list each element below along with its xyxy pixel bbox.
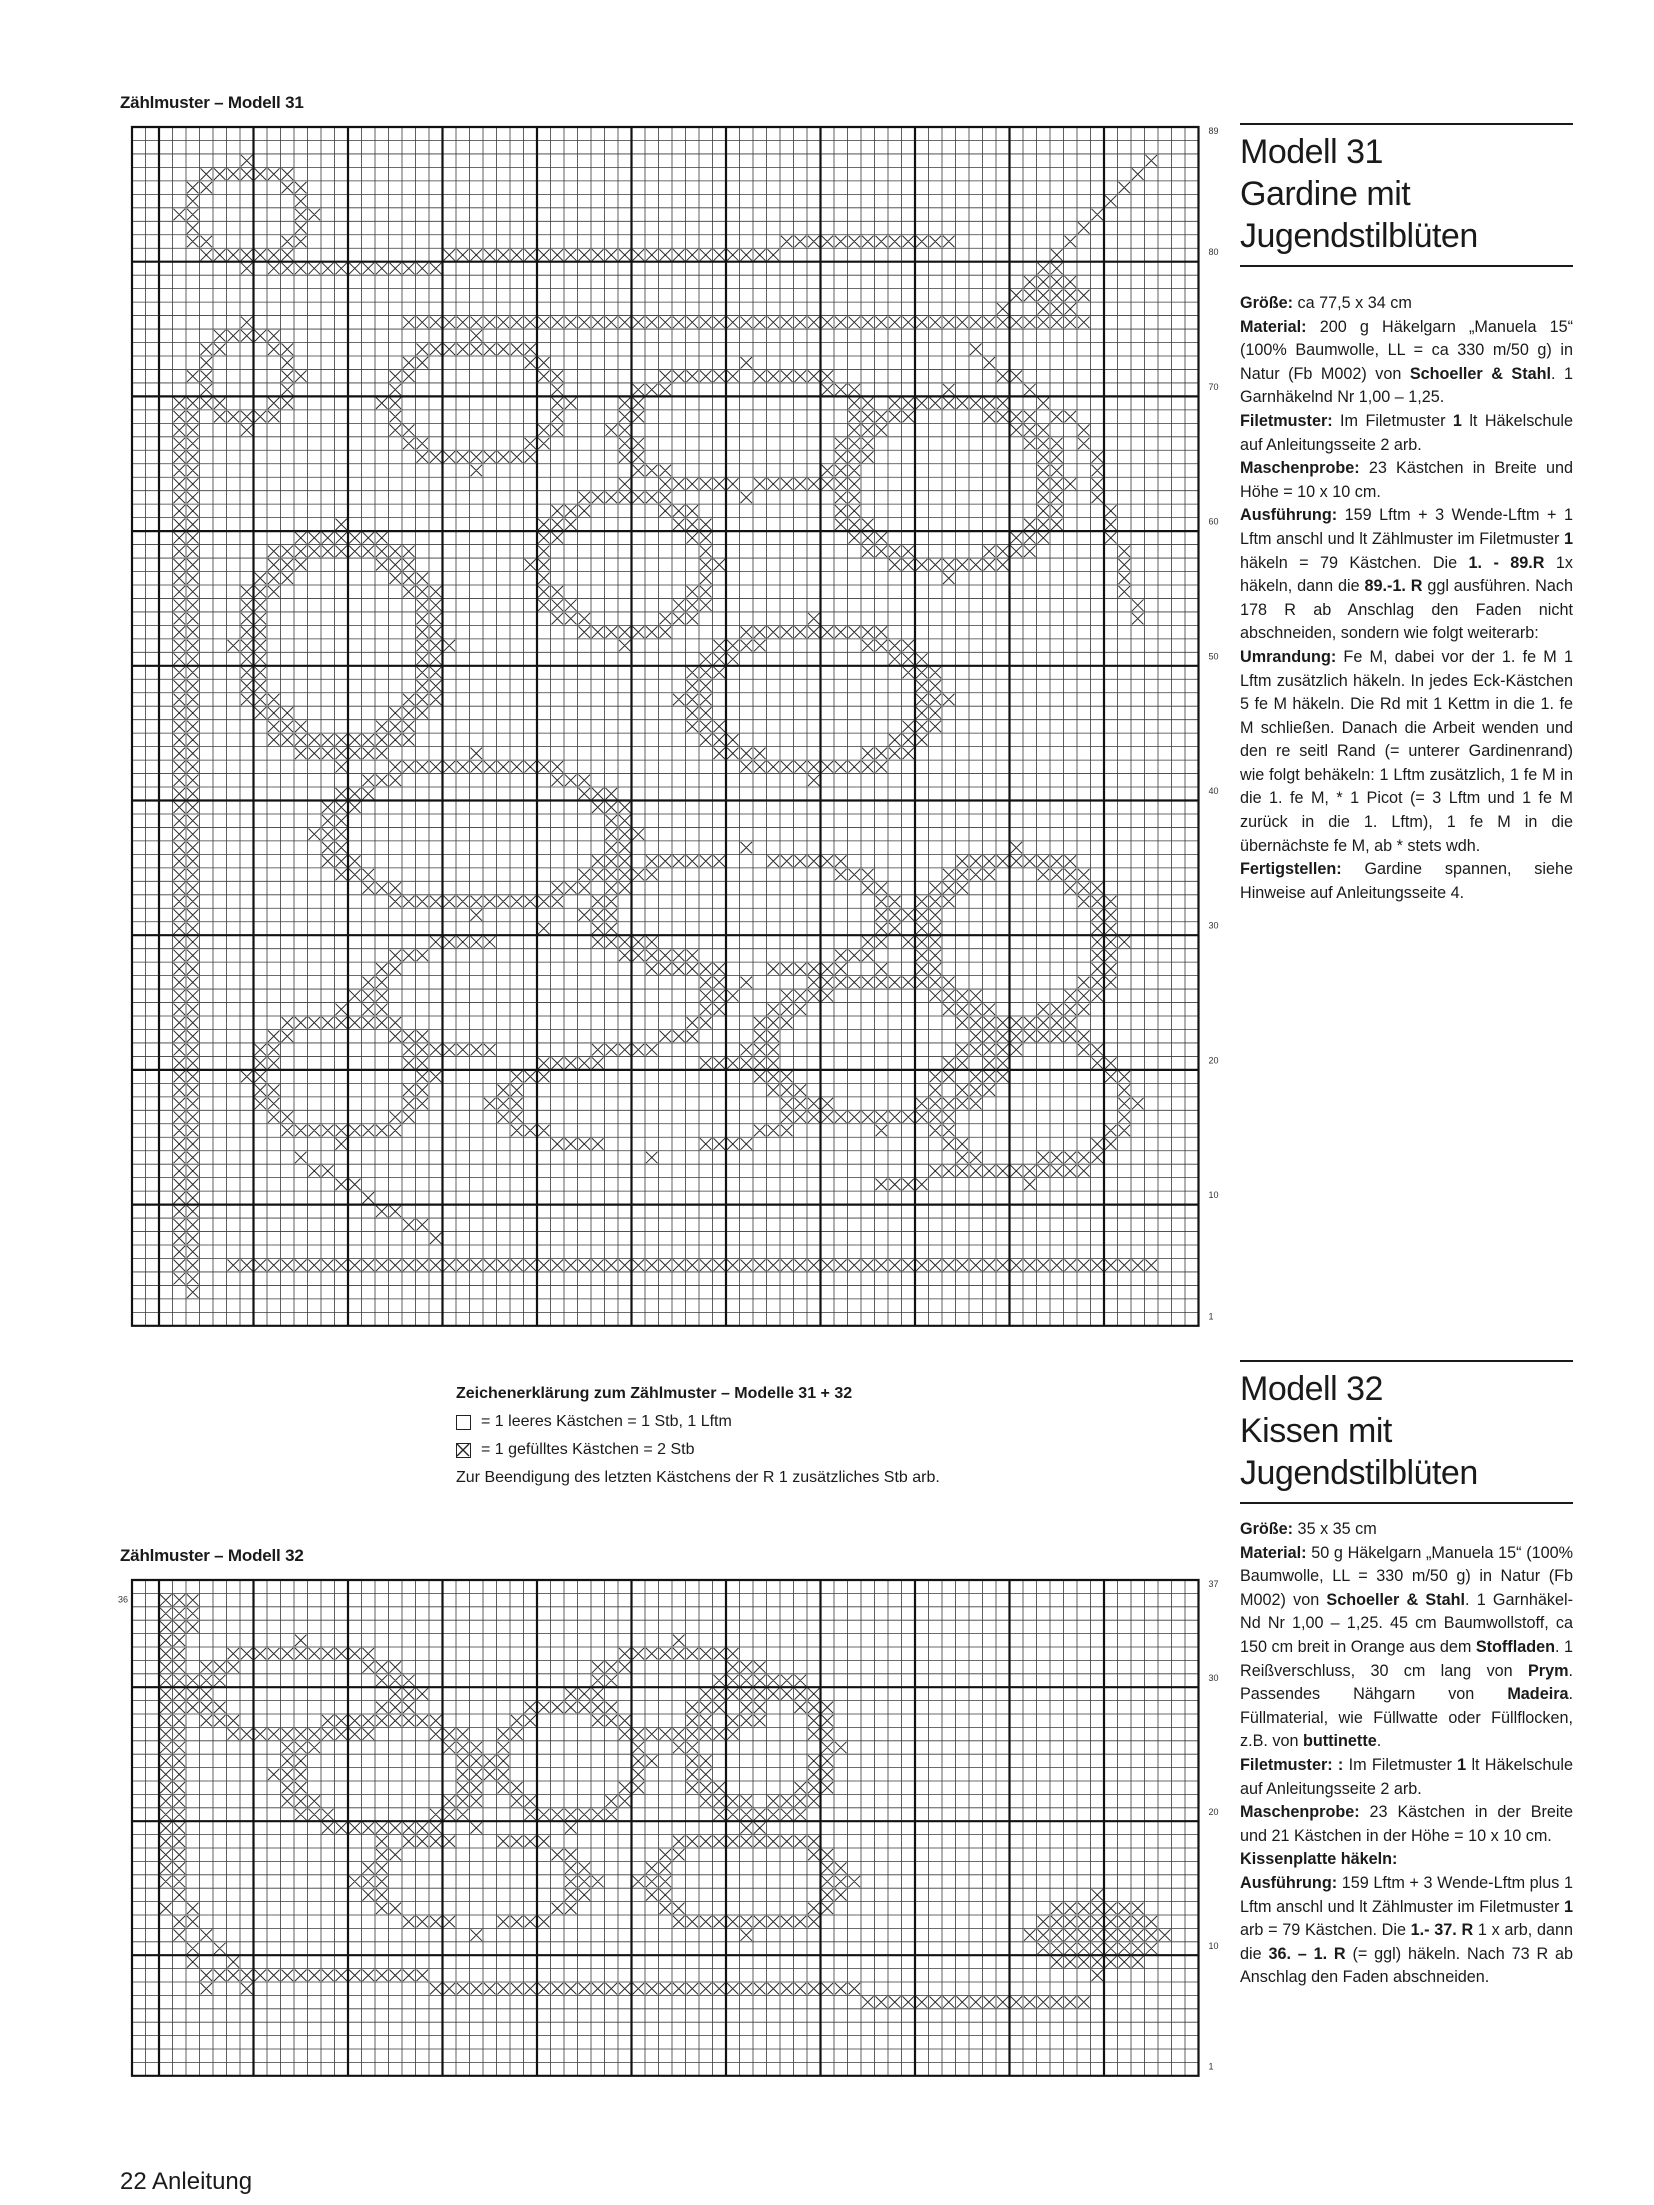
legend: [456, 1380, 940, 1492]
shop-name: Stoffladen: [1475, 1637, 1555, 1656]
chart-32-filled-cells: [160, 1594, 1171, 2007]
row-label: 1: [1208, 1311, 1214, 1322]
row-label: 37: [1208, 1579, 1219, 1589]
value-material: 50 g Häkelgarn „Manuela 15“ (100% Baumwolle, LL = 330 m/50 g) in Natur (Fb M002) von: [1240, 1543, 1573, 1609]
brand-madeira: Madeira: [1507, 1685, 1569, 1704]
label-filetmuster: Filetmuster:: [1240, 411, 1333, 430]
row-label: 10: [1208, 1940, 1219, 1951]
label-fertigstellen: Fertigstellen:: [1240, 860, 1342, 879]
model-31-title: Modell 31: [1240, 133, 1383, 171]
brand-buttinette: buttinette: [1302, 1732, 1377, 1751]
text-ausf-b: 1: [1563, 1897, 1573, 1916]
row-label: 30: [1208, 920, 1219, 931]
brand-prym: Prym: [1528, 1661, 1569, 1680]
empty-square-icon: [456, 1415, 471, 1430]
legend-title: Zeichenerklärung zum Zählmuster – Modelle 31 + 32: [456, 1385, 853, 1402]
value-umrandung: Fe M, dabei vor der 1. fe M 1 Lftm zusätzlich häkeln. In jedes Eck-Kästchen 5 fe M häkeln. Die Rd mit 1 Kettm in die 1. fe M schließen. Danach die Arbeit wenden und den re seitl Rand (= unterer Gardinenrand) wie folgt behäkeln: 1 Lftm zusätzlich, 1 fe M in die 1. fe M, * 1 Picot (= 3 Lftm und 1 fe M zurück in die 1. Lftm), 1 fe M in die übernächste fe M, ab * stets wdh.: [1240, 647, 1573, 855]
chart-32-title: Zählmuster – Modell 32: [120, 1546, 304, 1565]
filet-number: 1: [1457, 1755, 1467, 1774]
row-label: 10: [1208, 1190, 1219, 1201]
value-fertigstellen: Gardine spannen, siehe Hinweise auf Anleitungsseite 4.: [1240, 860, 1573, 902]
value-material-b: . 1 Garnhäkel-Nd Nr 1,00 – 1,25. 45 cm Baumwollstoff, ca 150 cm breit in Orange aus dem: [1240, 1590, 1574, 1656]
model-32-title: Modell 32: [1240, 1370, 1383, 1408]
label-material: Material:: [1240, 317, 1307, 336]
page-number: 22: [120, 2168, 147, 2195]
text-ausf-d: 1.- 37. R: [1410, 1921, 1474, 1940]
filet-number: 1: [1452, 411, 1462, 430]
legend-filled-row: [456, 1436, 940, 1464]
brand-name: Schoeller & Stahl: [1326, 1590, 1465, 1609]
grid-lines: [132, 127, 1199, 1326]
row-label: 60: [1208, 516, 1219, 527]
row-label: 89: [1208, 126, 1219, 136]
model-31-subtitle-1: Gardine mit: [1240, 175, 1411, 213]
label-groesse: Größe:: [1240, 294, 1294, 312]
label-umrandung: Umrandung:: [1240, 647, 1337, 666]
value-material: 200 g Häkelgarn „Manuela 15“ (100% Baumwolle, LL = ca 330 m/50 g) in Natur (Fb M002) von: [1240, 317, 1573, 383]
label-kissenplatte: Kissenplatte häkeln:: [1240, 1850, 1398, 1869]
text-ausf-a: 159 Lftm + 3 Wende-Lftm plus 1 Lftm anschl und lt Zählmuster im Filetmuster: [1240, 1873, 1573, 1916]
legend-filled-text: = 1 gefülltes Kästchen = 2 Stb: [481, 1441, 695, 1458]
row-label: 30: [1208, 1672, 1219, 1683]
text-ausf-d: 1. - 89.R: [1468, 553, 1545, 572]
value-maschenprobe: 23 Kästchen in Breite und Höhe = 10 x 10 cm.: [1240, 459, 1573, 501]
text-ausf-e: 1x häkeln, dann die: [1240, 553, 1573, 596]
legend-empty-row: [456, 1408, 940, 1436]
model-32-heading: [1240, 1360, 1573, 1504]
model-32-instructions: [1240, 1518, 1573, 1990]
chart-32-grid: [110, 1578, 1219, 2078]
value-filet-end: lt Häkelschule auf Anleitungsseite 2 arb.: [1240, 411, 1573, 454]
text-ausf-f: 89.-1. R: [1364, 577, 1423, 596]
model-32-subtitle-1: Kissen mit: [1240, 1412, 1392, 1450]
row-label: 70: [1208, 381, 1219, 392]
text-ausf-c: arb = 79 Kästchen. Die: [1240, 1921, 1411, 1940]
legend-note: Zur Beendigung des letzten Kästchens der R 1 zusätzliches Stb arb.: [456, 1469, 940, 1486]
model-31-instructions: [1240, 292, 1573, 905]
value-material-f: .: [1376, 1732, 1382, 1751]
text-ausf-e: 1 x arb, dann die: [1240, 1921, 1573, 1963]
row-label-left: 36: [118, 1594, 129, 1605]
section-label: Anleitung: [146, 2168, 253, 2195]
label-filetmuster: Filetmuster: :: [1240, 1755, 1344, 1774]
row-label: 1: [1208, 2061, 1214, 2072]
brand-name: Schoeller & Stahl: [1409, 364, 1551, 383]
value-filet: Im Filetmuster: [1343, 1755, 1458, 1774]
value-material-e: . Füllmaterial, wie Füllwatte oder Füllflocken, z.B. von: [1240, 1685, 1573, 1751]
label-material: Material:: [1240, 1543, 1307, 1562]
text-ausf-g: (= ggl) häkeln. Nach 73 R ab Anschlag den Faden abschneiden.: [1240, 1944, 1573, 1987]
row-label: 80: [1208, 247, 1219, 258]
value-groesse: ca 77,5 x 34 cm: [1293, 294, 1412, 312]
model-31-heading: [1240, 123, 1573, 267]
chart-31-grid: [130, 125, 1219, 1340]
model-31-subtitle-2: Jugendstilblüten: [1240, 217, 1478, 255]
label-ausfuehrung: Ausführung:: [1240, 1873, 1338, 1892]
value-groesse: 35 x 35 cm: [1293, 1520, 1377, 1538]
value-material-c: . 1 Reißverschluss, 30 cm lang von: [1240, 1637, 1573, 1680]
page-footer: [120, 2168, 252, 2196]
label-ausfuehrung: Ausführung:: [1240, 506, 1338, 525]
text-ausf-g: ggl ausführen. Nach 178 R ab Anschlag den Faden nicht abschneiden, sondern wie folgt weiterarb:: [1240, 577, 1573, 643]
legend-empty-text: = 1 leeres Kästchen = 1 Stb, 1 Lftm: [481, 1413, 732, 1430]
label-groesse: Größe:: [1240, 1520, 1294, 1538]
chart-31-title: Zählmuster – Modell 31: [120, 93, 304, 112]
value-material-d: . Passendes Nähgarn von: [1240, 1661, 1573, 1704]
text-ausf-c: häkeln = 79 Kästchen. Die: [1240, 553, 1469, 572]
value-maschenprobe: 23 Kästchen in der Breite und 21 Kästchen in der Höhe = 10 x 10 cm.: [1240, 1803, 1573, 1845]
value-filet: Im Filetmuster: [1332, 411, 1453, 430]
row-label: 50: [1208, 651, 1219, 662]
value-filet-end: lt Häkelschule auf Anleitungsseite 2 arb.: [1240, 1755, 1573, 1798]
text-ausf-f: 36. – 1. R: [1268, 1944, 1346, 1963]
label-maschenprobe: Maschenprobe:: [1240, 1803, 1360, 1822]
model-32-subtitle-2: Jugendstilblüten: [1240, 1454, 1478, 1492]
text-ausf-a: 159 Lftm + 3 Wende-Lftm + 1 Lftm anschl und lt Zählmuster im Filetmuster: [1240, 506, 1573, 548]
row-label: 40: [1208, 786, 1219, 797]
label-maschenprobe: Maschenprobe:: [1240, 459, 1360, 478]
text-ausf-b: 1: [1563, 529, 1573, 548]
value-material-end: . 1 Garnhäkelnd Nr 1,00 – 1,25.: [1240, 364, 1573, 407]
crossed-square-icon: [456, 1443, 471, 1458]
row-label: 20: [1208, 1055, 1219, 1066]
row-label: 20: [1208, 1806, 1219, 1817]
